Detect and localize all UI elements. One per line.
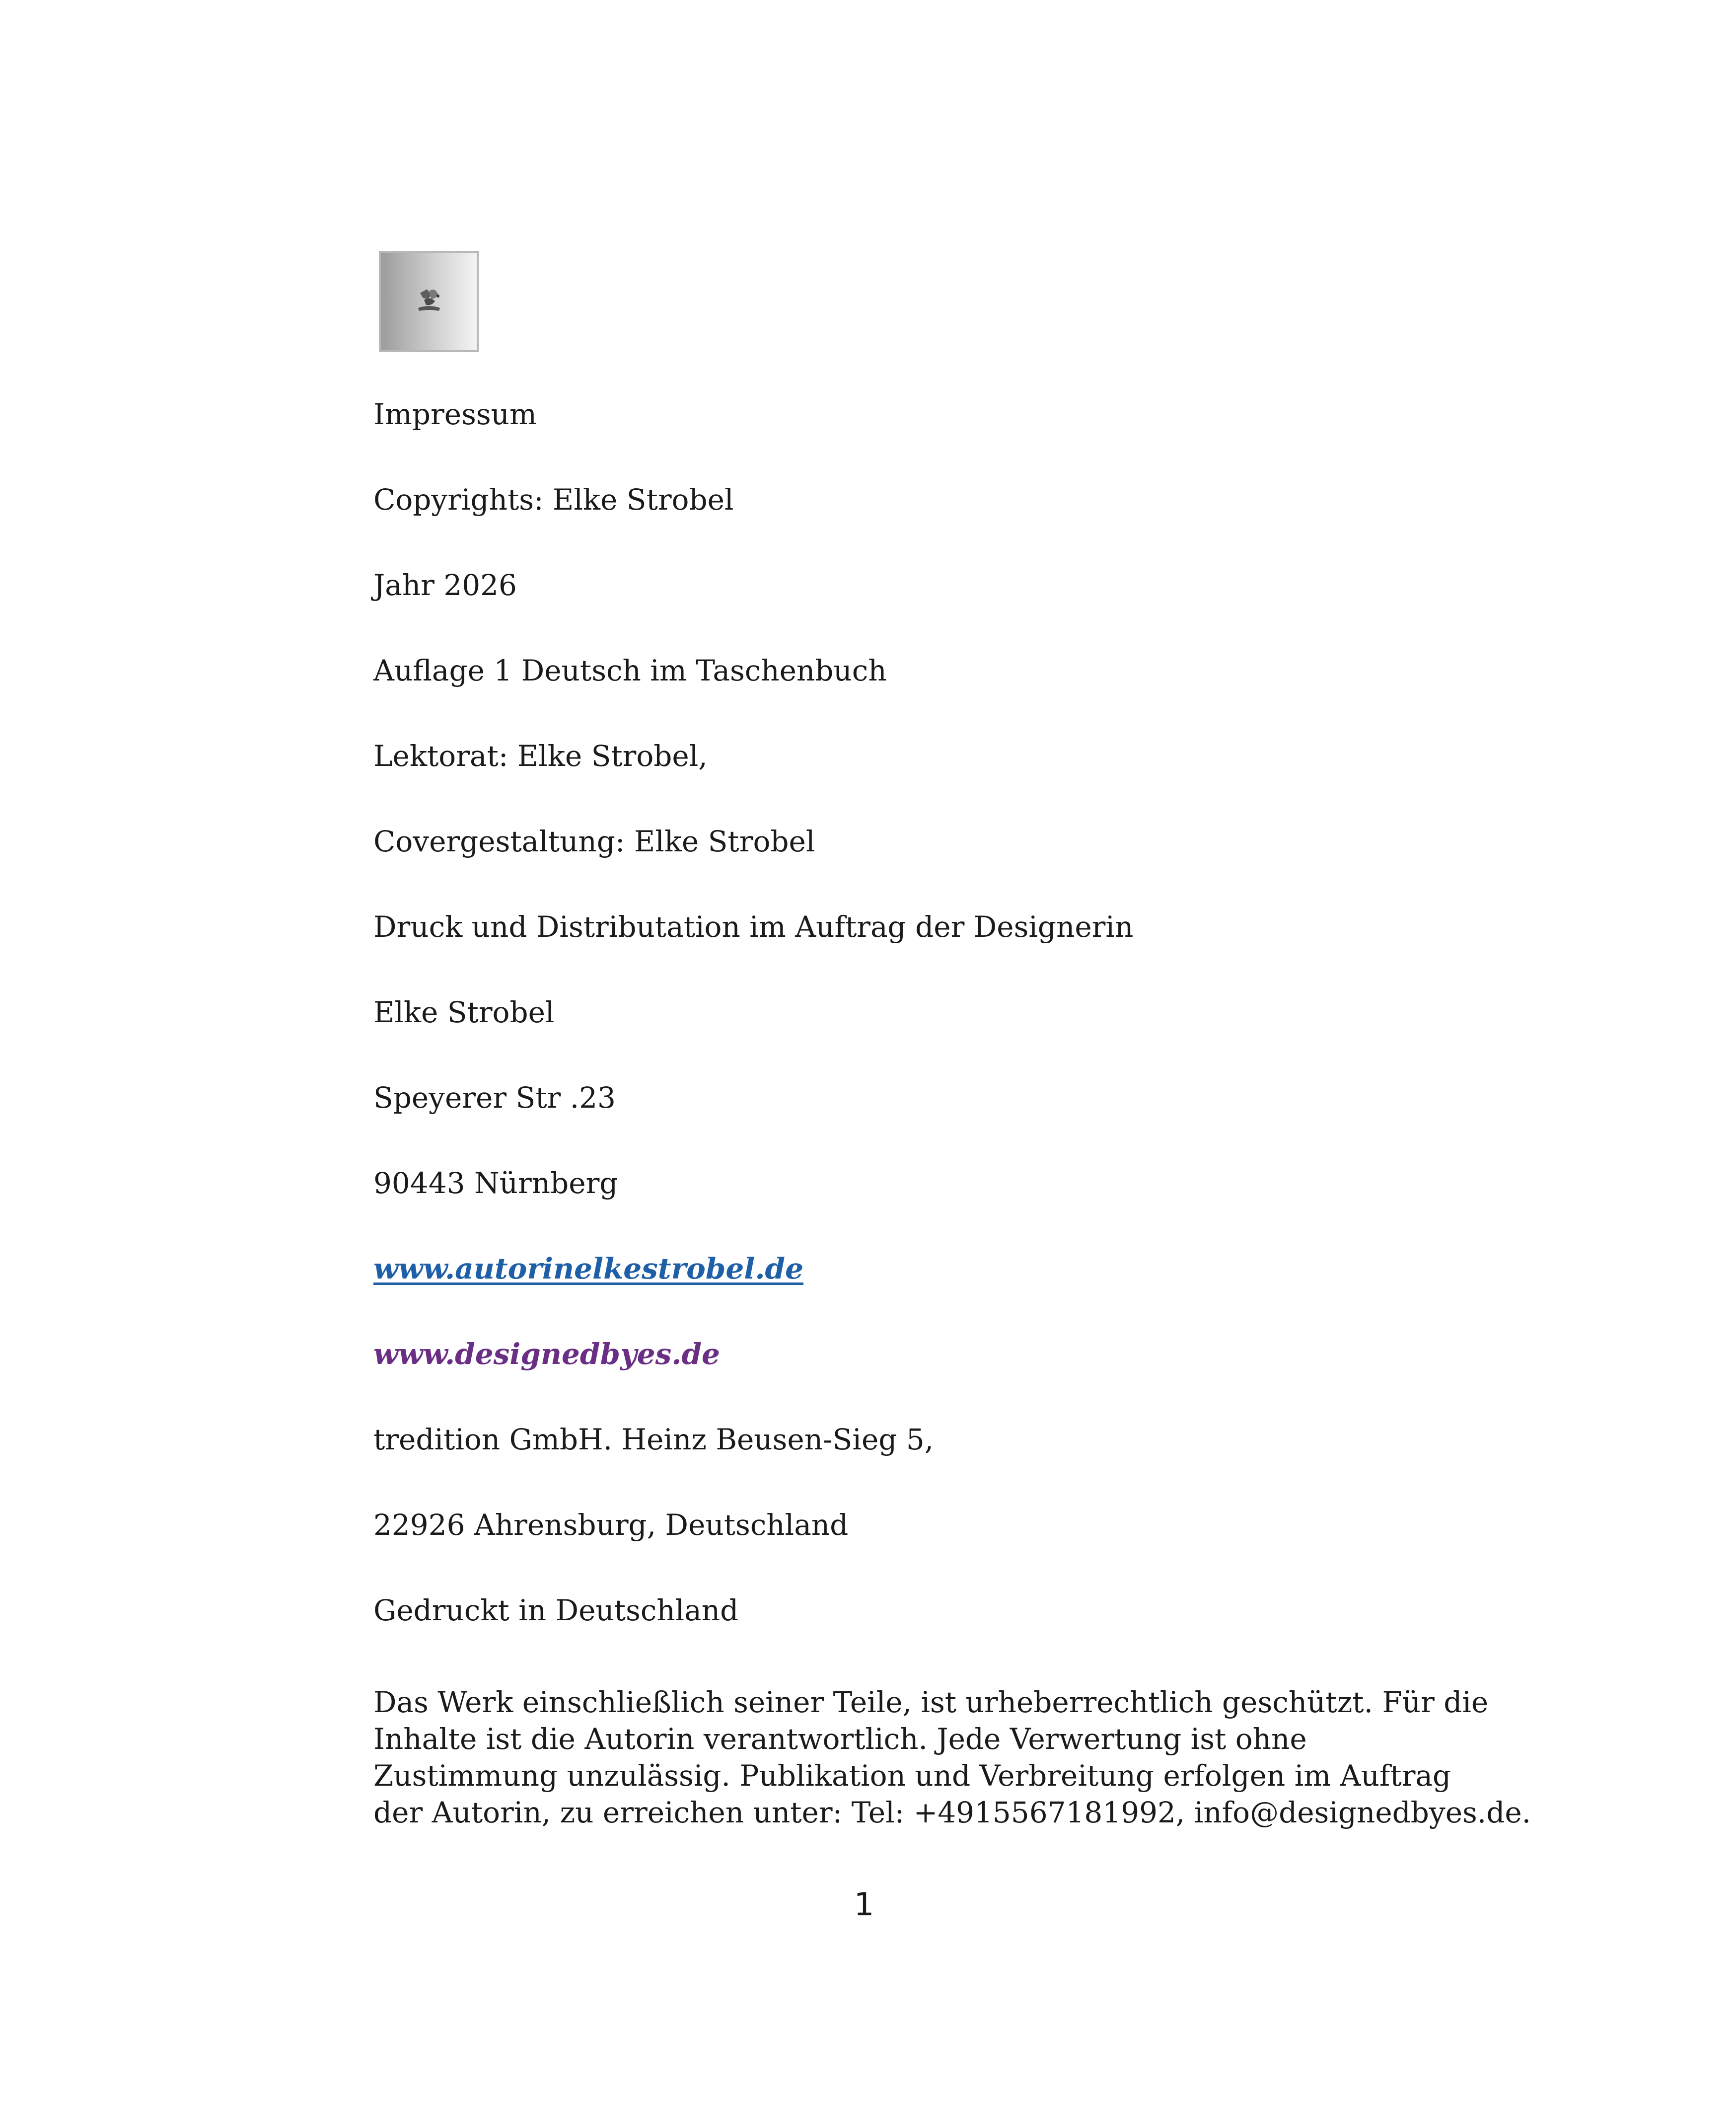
- year-line: Jahr 2026: [373, 568, 517, 602]
- distribution-line: Druck und Distributation im Auftrag der Designerin: [373, 910, 1134, 944]
- printed-line: Gedruckt in Deutschland: [373, 1593, 739, 1627]
- impressum-heading: Impressum: [373, 397, 537, 431]
- website-2-row: [373, 1336, 720, 1372]
- designer-website-link[interactable]: www.designedbyes.de: [373, 1337, 720, 1371]
- logo-image: [379, 251, 479, 352]
- edition-line: Auflage 1 Deutsch im Taschenbuch: [373, 654, 887, 687]
- editing-line: Lektorat: Elke Strobel,: [373, 739, 708, 773]
- notice-line: der Autorin, zu erreichen unter: Tel: +4915567181992, info@designedbyes.de.: [373, 1796, 1531, 1829]
- publisher-city-line: 22926 Ahrensburg, Deutschland: [373, 1508, 849, 1542]
- website-1-row: [373, 1251, 803, 1286]
- street-line: Speyerer Str .23: [373, 1081, 616, 1115]
- notice-line: Inhalte ist die Autorin verantwortlich. Jede Verwertung ist ohne: [373, 1722, 1307, 1756]
- page-number: 1: [854, 1886, 874, 1923]
- city-line: 90443 Nürnberg: [373, 1166, 618, 1200]
- notice-line: Das Werk einschließlich seiner Teile, ist urheberrechtlich geschützt. Für die: [373, 1685, 1489, 1719]
- publisher-logo-icon: [409, 284, 449, 319]
- notice-line: Zustimmung unzulässig. Publikation und Verbreitung erfolgen im Auftrag: [373, 1759, 1451, 1793]
- cover-design-line: Covergestaltung: Elke Strobel: [373, 825, 815, 858]
- author-website-link[interactable]: www.autorinelkestrobel.de: [373, 1252, 803, 1285]
- copyright-notice: [373, 1684, 1531, 1831]
- publisher-line: tredition GmbH. Heinz Beusen-Sieg 5,: [373, 1423, 934, 1456]
- author-name-line: Elke Strobel: [373, 995, 555, 1029]
- copyrights-line: Copyrights: Elke Strobel: [373, 483, 734, 517]
